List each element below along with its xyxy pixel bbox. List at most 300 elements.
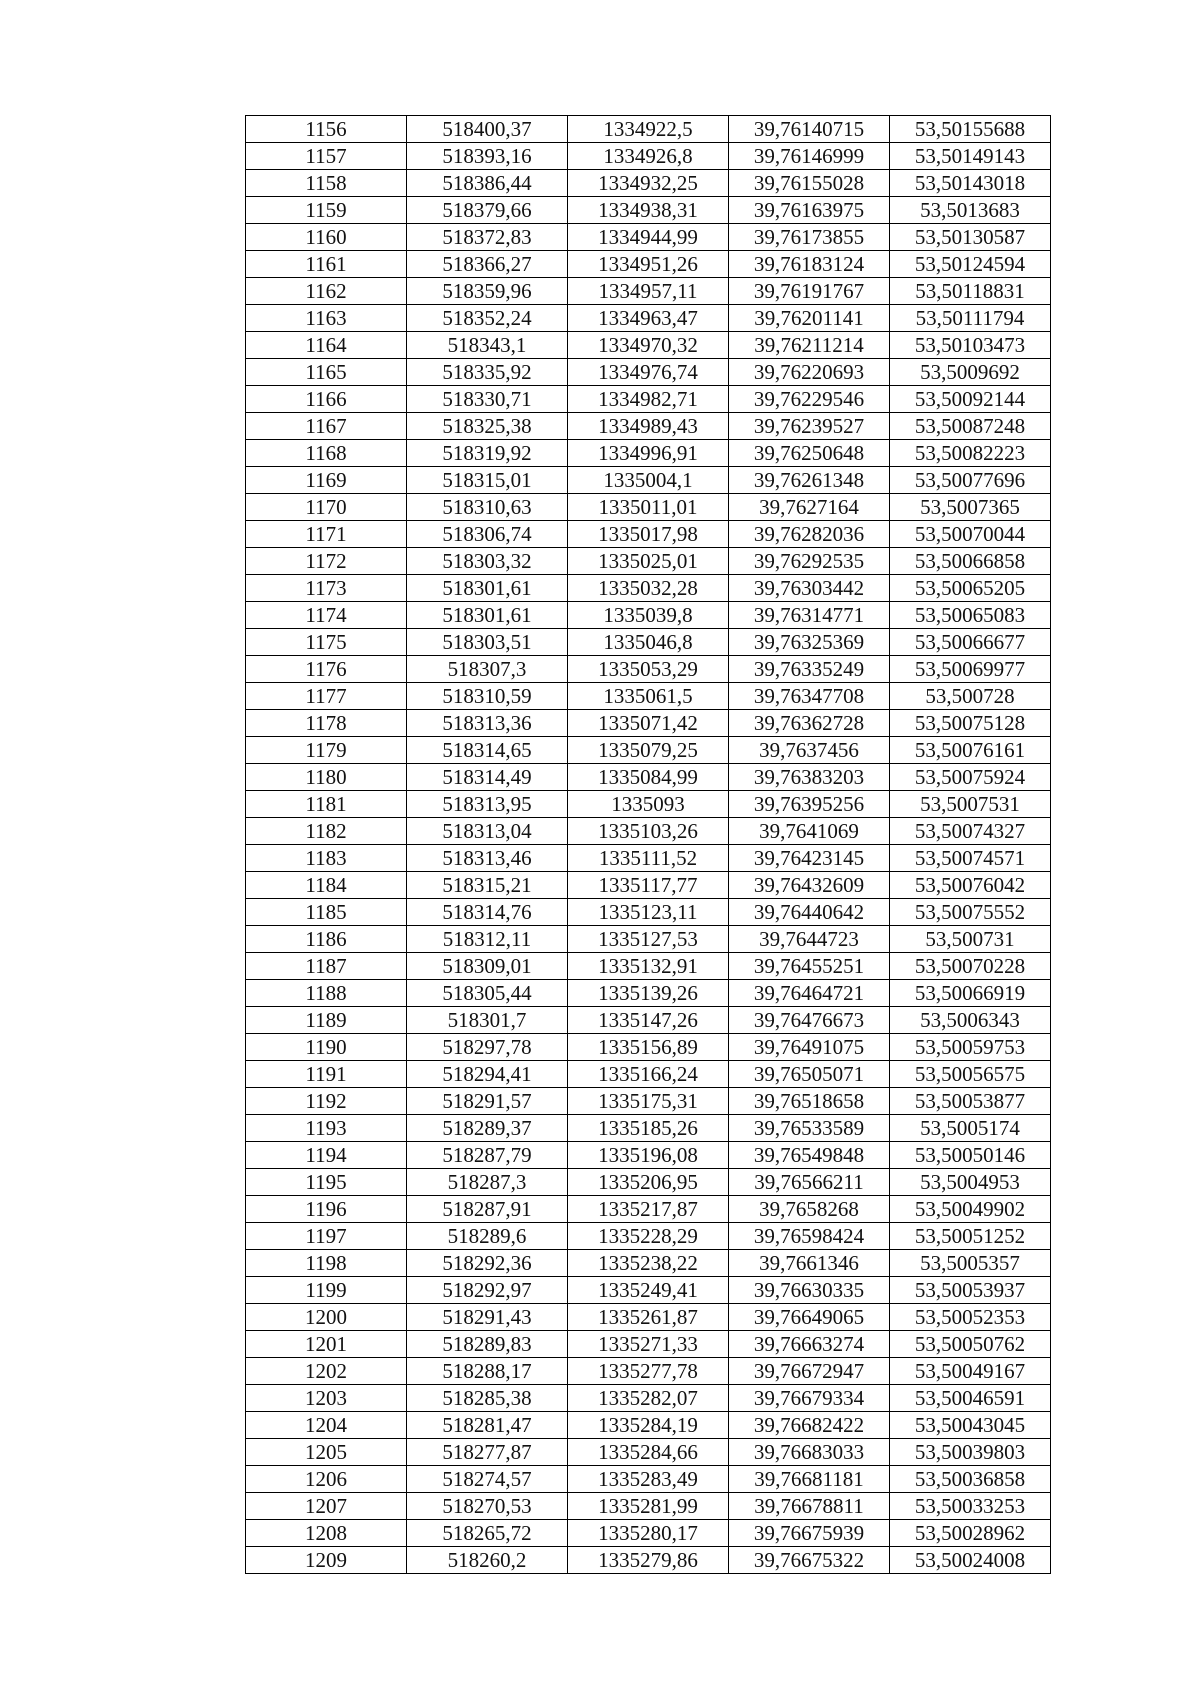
table-row bbox=[246, 1520, 1051, 1547]
longitude-cell: 39,76173855 bbox=[729, 224, 890, 251]
latitude-cell: 53,500731 bbox=[890, 926, 1051, 953]
latitude-cell: 53,5007365 bbox=[890, 494, 1051, 521]
x-coordinate-cell: 518343,1 bbox=[407, 332, 568, 359]
point-number-cell: 1181 bbox=[246, 791, 407, 818]
y-coordinate-cell: 1335228,29 bbox=[568, 1223, 729, 1250]
latitude-cell: 53,50028962 bbox=[890, 1520, 1051, 1547]
y-coordinate-cell: 1335279,86 bbox=[568, 1547, 729, 1574]
table-row bbox=[246, 1088, 1051, 1115]
y-coordinate-cell: 1335039,8 bbox=[568, 602, 729, 629]
y-coordinate-cell: 1335206,95 bbox=[568, 1169, 729, 1196]
table-row bbox=[246, 1061, 1051, 1088]
table-row bbox=[246, 1007, 1051, 1034]
table-row bbox=[246, 683, 1051, 710]
table-row bbox=[246, 764, 1051, 791]
point-number-cell: 1195 bbox=[246, 1169, 407, 1196]
longitude-cell: 39,76630335 bbox=[729, 1277, 890, 1304]
y-coordinate-cell: 1335196,08 bbox=[568, 1142, 729, 1169]
point-number-cell: 1173 bbox=[246, 575, 407, 602]
table-row bbox=[246, 494, 1051, 521]
x-coordinate-cell: 518292,97 bbox=[407, 1277, 568, 1304]
point-number-cell: 1203 bbox=[246, 1385, 407, 1412]
y-coordinate-cell: 1334989,43 bbox=[568, 413, 729, 440]
latitude-cell: 53,50066677 bbox=[890, 629, 1051, 656]
y-coordinate-cell: 1335053,29 bbox=[568, 656, 729, 683]
x-coordinate-cell: 518291,57 bbox=[407, 1088, 568, 1115]
point-number-cell: 1161 bbox=[246, 251, 407, 278]
y-coordinate-cell: 1335139,26 bbox=[568, 980, 729, 1007]
longitude-cell: 39,76292535 bbox=[729, 548, 890, 575]
longitude-cell: 39,76440642 bbox=[729, 899, 890, 926]
x-coordinate-cell: 518314,76 bbox=[407, 899, 568, 926]
x-coordinate-cell: 518306,74 bbox=[407, 521, 568, 548]
point-number-cell: 1190 bbox=[246, 1034, 407, 1061]
x-coordinate-cell: 518301,61 bbox=[407, 602, 568, 629]
x-coordinate-cell: 518287,91 bbox=[407, 1196, 568, 1223]
latitude-cell: 53,50070228 bbox=[890, 953, 1051, 980]
latitude-cell: 53,50050762 bbox=[890, 1331, 1051, 1358]
x-coordinate-cell: 518301,61 bbox=[407, 575, 568, 602]
y-coordinate-cell: 1335071,42 bbox=[568, 710, 729, 737]
x-coordinate-cell: 518352,24 bbox=[407, 305, 568, 332]
latitude-cell: 53,50036858 bbox=[890, 1466, 1051, 1493]
point-number-cell: 1172 bbox=[246, 548, 407, 575]
x-coordinate-cell: 518305,44 bbox=[407, 980, 568, 1007]
point-number-cell: 1202 bbox=[246, 1358, 407, 1385]
x-coordinate-cell: 518314,49 bbox=[407, 764, 568, 791]
point-number-cell: 1177 bbox=[246, 683, 407, 710]
latitude-cell: 53,50039803 bbox=[890, 1439, 1051, 1466]
y-coordinate-cell: 1335238,22 bbox=[568, 1250, 729, 1277]
latitude-cell: 53,5006343 bbox=[890, 1007, 1051, 1034]
point-number-cell: 1165 bbox=[246, 359, 407, 386]
y-coordinate-cell: 1335271,33 bbox=[568, 1331, 729, 1358]
y-coordinate-cell: 1335249,41 bbox=[568, 1277, 729, 1304]
longitude-cell: 39,76395256 bbox=[729, 791, 890, 818]
longitude-cell: 39,76679334 bbox=[729, 1385, 890, 1412]
point-number-cell: 1178 bbox=[246, 710, 407, 737]
latitude-cell: 53,50065205 bbox=[890, 575, 1051, 602]
x-coordinate-cell: 518313,04 bbox=[407, 818, 568, 845]
y-coordinate-cell: 1335147,26 bbox=[568, 1007, 729, 1034]
longitude-cell: 39,76362728 bbox=[729, 710, 890, 737]
longitude-cell: 39,76250648 bbox=[729, 440, 890, 467]
y-coordinate-cell: 1335132,91 bbox=[568, 953, 729, 980]
latitude-cell: 53,50124594 bbox=[890, 251, 1051, 278]
table-row bbox=[246, 1223, 1051, 1250]
point-number-cell: 1204 bbox=[246, 1412, 407, 1439]
y-coordinate-cell: 1335283,49 bbox=[568, 1466, 729, 1493]
longitude-cell: 39,76681181 bbox=[729, 1466, 890, 1493]
table-row bbox=[246, 116, 1051, 143]
x-coordinate-cell: 518315,01 bbox=[407, 467, 568, 494]
table-row bbox=[246, 1304, 1051, 1331]
x-coordinate-cell: 518313,36 bbox=[407, 710, 568, 737]
longitude-cell: 39,76649065 bbox=[729, 1304, 890, 1331]
latitude-cell: 53,50118831 bbox=[890, 278, 1051, 305]
table-row bbox=[246, 737, 1051, 764]
latitude-cell: 53,5005174 bbox=[890, 1115, 1051, 1142]
point-number-cell: 1166 bbox=[246, 386, 407, 413]
y-coordinate-cell: 1335217,87 bbox=[568, 1196, 729, 1223]
y-coordinate-cell: 1335084,99 bbox=[568, 764, 729, 791]
table-row bbox=[246, 845, 1051, 872]
y-coordinate-cell: 1335061,5 bbox=[568, 683, 729, 710]
x-coordinate-cell: 518312,11 bbox=[407, 926, 568, 953]
longitude-cell: 39,76476673 bbox=[729, 1007, 890, 1034]
x-coordinate-cell: 518294,41 bbox=[407, 1061, 568, 1088]
table-row bbox=[246, 1547, 1051, 1574]
point-number-cell: 1184 bbox=[246, 872, 407, 899]
latitude-cell: 53,50046591 bbox=[890, 1385, 1051, 1412]
y-coordinate-cell: 1335277,78 bbox=[568, 1358, 729, 1385]
point-number-cell: 1197 bbox=[246, 1223, 407, 1250]
x-coordinate-cell: 518307,3 bbox=[407, 656, 568, 683]
x-coordinate-cell: 518260,2 bbox=[407, 1547, 568, 1574]
y-coordinate-cell: 1335281,99 bbox=[568, 1493, 729, 1520]
y-coordinate-cell: 1335011,01 bbox=[568, 494, 729, 521]
point-number-cell: 1174 bbox=[246, 602, 407, 629]
latitude-cell: 53,50077696 bbox=[890, 467, 1051, 494]
table-row bbox=[246, 1439, 1051, 1466]
point-number-cell: 1179 bbox=[246, 737, 407, 764]
longitude-cell: 39,76678811 bbox=[729, 1493, 890, 1520]
x-coordinate-cell: 518301,7 bbox=[407, 1007, 568, 1034]
coordinates-table-body bbox=[246, 116, 1051, 1574]
table-row bbox=[246, 413, 1051, 440]
point-number-cell: 1168 bbox=[246, 440, 407, 467]
x-coordinate-cell: 518325,38 bbox=[407, 413, 568, 440]
table-row bbox=[246, 386, 1051, 413]
y-coordinate-cell: 1335123,11 bbox=[568, 899, 729, 926]
table-row bbox=[246, 1385, 1051, 1412]
point-number-cell: 1163 bbox=[246, 305, 407, 332]
longitude-cell: 39,7658268 bbox=[729, 1196, 890, 1223]
table-row bbox=[246, 440, 1051, 467]
y-coordinate-cell: 1335156,89 bbox=[568, 1034, 729, 1061]
longitude-cell: 39,76598424 bbox=[729, 1223, 890, 1250]
x-coordinate-cell: 518297,78 bbox=[407, 1034, 568, 1061]
x-coordinate-cell: 518289,83 bbox=[407, 1331, 568, 1358]
table-row bbox=[246, 1169, 1051, 1196]
table-row bbox=[246, 1493, 1051, 1520]
latitude-cell: 53,50065083 bbox=[890, 602, 1051, 629]
table-row bbox=[246, 980, 1051, 1007]
x-coordinate-cell: 518310,59 bbox=[407, 683, 568, 710]
point-number-cell: 1208 bbox=[246, 1520, 407, 1547]
longitude-cell: 39,7627164 bbox=[729, 494, 890, 521]
table-row bbox=[246, 872, 1051, 899]
y-coordinate-cell: 1335025,01 bbox=[568, 548, 729, 575]
table-row bbox=[246, 251, 1051, 278]
point-number-cell: 1188 bbox=[246, 980, 407, 1007]
x-coordinate-cell: 518289,37 bbox=[407, 1115, 568, 1142]
y-coordinate-cell: 1335046,8 bbox=[568, 629, 729, 656]
longitude-cell: 39,76325369 bbox=[729, 629, 890, 656]
latitude-cell: 53,50075924 bbox=[890, 764, 1051, 791]
point-number-cell: 1209 bbox=[246, 1547, 407, 1574]
latitude-cell: 53,50059753 bbox=[890, 1034, 1051, 1061]
table-row bbox=[246, 575, 1051, 602]
y-coordinate-cell: 1335261,87 bbox=[568, 1304, 729, 1331]
latitude-cell: 53,50050146 bbox=[890, 1142, 1051, 1169]
table-row bbox=[246, 629, 1051, 656]
latitude-cell: 53,50024008 bbox=[890, 1547, 1051, 1574]
table-row bbox=[246, 1358, 1051, 1385]
table-row bbox=[246, 1034, 1051, 1061]
x-coordinate-cell: 518265,72 bbox=[407, 1520, 568, 1547]
table-row bbox=[246, 143, 1051, 170]
table-row bbox=[246, 548, 1051, 575]
longitude-cell: 39,76566211 bbox=[729, 1169, 890, 1196]
table-row bbox=[246, 359, 1051, 386]
longitude-cell: 39,76464721 bbox=[729, 980, 890, 1007]
longitude-cell: 39,76675322 bbox=[729, 1547, 890, 1574]
point-number-cell: 1180 bbox=[246, 764, 407, 791]
point-number-cell: 1207 bbox=[246, 1493, 407, 1520]
x-coordinate-cell: 518315,21 bbox=[407, 872, 568, 899]
point-number-cell: 1187 bbox=[246, 953, 407, 980]
y-coordinate-cell: 1334938,31 bbox=[568, 197, 729, 224]
point-number-cell: 1167 bbox=[246, 413, 407, 440]
longitude-cell: 39,76682422 bbox=[729, 1412, 890, 1439]
x-coordinate-cell: 518393,16 bbox=[407, 143, 568, 170]
table-row bbox=[246, 1331, 1051, 1358]
table-row bbox=[246, 953, 1051, 980]
y-coordinate-cell: 1334970,32 bbox=[568, 332, 729, 359]
latitude-cell: 53,50082223 bbox=[890, 440, 1051, 467]
table-row bbox=[246, 1250, 1051, 1277]
y-coordinate-cell: 1334982,71 bbox=[568, 386, 729, 413]
point-number-cell: 1160 bbox=[246, 224, 407, 251]
latitude-cell: 53,5007531 bbox=[890, 791, 1051, 818]
y-coordinate-cell: 1335111,52 bbox=[568, 845, 729, 872]
point-number-cell: 1193 bbox=[246, 1115, 407, 1142]
longitude-cell: 39,76683033 bbox=[729, 1439, 890, 1466]
point-number-cell: 1183 bbox=[246, 845, 407, 872]
longitude-cell: 39,76335249 bbox=[729, 656, 890, 683]
table-row bbox=[246, 710, 1051, 737]
point-number-cell: 1156 bbox=[246, 116, 407, 143]
x-coordinate-cell: 518310,63 bbox=[407, 494, 568, 521]
table-row bbox=[246, 278, 1051, 305]
latitude-cell: 53,5009692 bbox=[890, 359, 1051, 386]
x-coordinate-cell: 518287,3 bbox=[407, 1169, 568, 1196]
latitude-cell: 53,50087248 bbox=[890, 413, 1051, 440]
latitude-cell: 53,5005357 bbox=[890, 1250, 1051, 1277]
x-coordinate-cell: 518400,37 bbox=[407, 116, 568, 143]
latitude-cell: 53,50070044 bbox=[890, 521, 1051, 548]
coordinates-table bbox=[245, 115, 1051, 1574]
x-coordinate-cell: 518281,47 bbox=[407, 1412, 568, 1439]
point-number-cell: 1196 bbox=[246, 1196, 407, 1223]
x-coordinate-cell: 518309,01 bbox=[407, 953, 568, 980]
point-number-cell: 1206 bbox=[246, 1466, 407, 1493]
latitude-cell: 53,50130587 bbox=[890, 224, 1051, 251]
y-coordinate-cell: 1335282,07 bbox=[568, 1385, 729, 1412]
x-coordinate-cell: 518292,36 bbox=[407, 1250, 568, 1277]
latitude-cell: 53,50075128 bbox=[890, 710, 1051, 737]
y-coordinate-cell: 1335284,66 bbox=[568, 1439, 729, 1466]
point-number-cell: 1189 bbox=[246, 1007, 407, 1034]
y-coordinate-cell: 1335166,24 bbox=[568, 1061, 729, 1088]
y-coordinate-cell: 1335185,26 bbox=[568, 1115, 729, 1142]
longitude-cell: 39,76423145 bbox=[729, 845, 890, 872]
longitude-cell: 39,76663274 bbox=[729, 1331, 890, 1358]
longitude-cell: 39,7644723 bbox=[729, 926, 890, 953]
longitude-cell: 39,76140715 bbox=[729, 116, 890, 143]
latitude-cell: 53,50049902 bbox=[890, 1196, 1051, 1223]
x-coordinate-cell: 518303,51 bbox=[407, 629, 568, 656]
y-coordinate-cell: 1335004,1 bbox=[568, 467, 729, 494]
point-number-cell: 1164 bbox=[246, 332, 407, 359]
latitude-cell: 53,50069977 bbox=[890, 656, 1051, 683]
latitude-cell: 53,50043045 bbox=[890, 1412, 1051, 1439]
longitude-cell: 39,76675939 bbox=[729, 1520, 890, 1547]
table-row bbox=[246, 1466, 1051, 1493]
latitude-cell: 53,50075552 bbox=[890, 899, 1051, 926]
x-coordinate-cell: 518313,95 bbox=[407, 791, 568, 818]
latitude-cell: 53,50053877 bbox=[890, 1088, 1051, 1115]
point-number-cell: 1157 bbox=[246, 143, 407, 170]
y-coordinate-cell: 1334944,99 bbox=[568, 224, 729, 251]
point-number-cell: 1175 bbox=[246, 629, 407, 656]
point-number-cell: 1194 bbox=[246, 1142, 407, 1169]
latitude-cell: 53,50103473 bbox=[890, 332, 1051, 359]
longitude-cell: 39,76432609 bbox=[729, 872, 890, 899]
table-row bbox=[246, 602, 1051, 629]
point-number-cell: 1198 bbox=[246, 1250, 407, 1277]
longitude-cell: 39,76383203 bbox=[729, 764, 890, 791]
x-coordinate-cell: 518379,66 bbox=[407, 197, 568, 224]
point-number-cell: 1200 bbox=[246, 1304, 407, 1331]
longitude-cell: 39,76347708 bbox=[729, 683, 890, 710]
table-row bbox=[246, 656, 1051, 683]
longitude-cell: 39,76672947 bbox=[729, 1358, 890, 1385]
point-number-cell: 1205 bbox=[246, 1439, 407, 1466]
y-coordinate-cell: 1334996,91 bbox=[568, 440, 729, 467]
table-row bbox=[246, 197, 1051, 224]
x-coordinate-cell: 518319,92 bbox=[407, 440, 568, 467]
y-coordinate-cell: 1335280,17 bbox=[568, 1520, 729, 1547]
longitude-cell: 39,76455251 bbox=[729, 953, 890, 980]
table-row bbox=[246, 791, 1051, 818]
longitude-cell: 39,76239527 bbox=[729, 413, 890, 440]
latitude-cell: 53,50149143 bbox=[890, 143, 1051, 170]
point-number-cell: 1191 bbox=[246, 1061, 407, 1088]
longitude-cell: 39,76491075 bbox=[729, 1034, 890, 1061]
table-row bbox=[246, 926, 1051, 953]
latitude-cell: 53,50076161 bbox=[890, 737, 1051, 764]
latitude-cell: 53,50155688 bbox=[890, 116, 1051, 143]
latitude-cell: 53,50049167 bbox=[890, 1358, 1051, 1385]
x-coordinate-cell: 518288,17 bbox=[407, 1358, 568, 1385]
x-coordinate-cell: 518366,27 bbox=[407, 251, 568, 278]
table-row bbox=[246, 1277, 1051, 1304]
y-coordinate-cell: 1335175,31 bbox=[568, 1088, 729, 1115]
x-coordinate-cell: 518270,53 bbox=[407, 1493, 568, 1520]
table-row bbox=[246, 1115, 1051, 1142]
x-coordinate-cell: 518289,6 bbox=[407, 1223, 568, 1250]
y-coordinate-cell: 1335127,53 bbox=[568, 926, 729, 953]
x-coordinate-cell: 518287,79 bbox=[407, 1142, 568, 1169]
table-row bbox=[246, 467, 1051, 494]
longitude-cell: 39,7641069 bbox=[729, 818, 890, 845]
x-coordinate-cell: 518386,44 bbox=[407, 170, 568, 197]
longitude-cell: 39,76533589 bbox=[729, 1115, 890, 1142]
latitude-cell: 53,50052353 bbox=[890, 1304, 1051, 1331]
longitude-cell: 39,76201141 bbox=[729, 305, 890, 332]
longitude-cell: 39,76191767 bbox=[729, 278, 890, 305]
latitude-cell: 53,50033253 bbox=[890, 1493, 1051, 1520]
y-coordinate-cell: 1334957,11 bbox=[568, 278, 729, 305]
longitude-cell: 39,76211214 bbox=[729, 332, 890, 359]
point-number-cell: 1185 bbox=[246, 899, 407, 926]
latitude-cell: 53,50074571 bbox=[890, 845, 1051, 872]
table-row bbox=[246, 332, 1051, 359]
latitude-cell: 53,50111794 bbox=[890, 305, 1051, 332]
x-coordinate-cell: 518285,38 bbox=[407, 1385, 568, 1412]
x-coordinate-cell: 518303,32 bbox=[407, 548, 568, 575]
y-coordinate-cell: 1334932,25 bbox=[568, 170, 729, 197]
table-row bbox=[246, 1196, 1051, 1223]
latitude-cell: 53,50053937 bbox=[890, 1277, 1051, 1304]
y-coordinate-cell: 1334926,8 bbox=[568, 143, 729, 170]
longitude-cell: 39,76549848 bbox=[729, 1142, 890, 1169]
latitude-cell: 53,50076042 bbox=[890, 872, 1051, 899]
latitude-cell: 53,50056575 bbox=[890, 1061, 1051, 1088]
longitude-cell: 39,76146999 bbox=[729, 143, 890, 170]
longitude-cell: 39,76314771 bbox=[729, 602, 890, 629]
longitude-cell: 39,76261348 bbox=[729, 467, 890, 494]
longitude-cell: 39,76282036 bbox=[729, 521, 890, 548]
latitude-cell: 53,50066858 bbox=[890, 548, 1051, 575]
x-coordinate-cell: 518274,57 bbox=[407, 1466, 568, 1493]
latitude-cell: 53,5004953 bbox=[890, 1169, 1051, 1196]
latitude-cell: 53,5013683 bbox=[890, 197, 1051, 224]
table-row bbox=[246, 899, 1051, 926]
longitude-cell: 39,76220693 bbox=[729, 359, 890, 386]
table-row bbox=[246, 521, 1051, 548]
point-number-cell: 1158 bbox=[246, 170, 407, 197]
x-coordinate-cell: 518314,65 bbox=[407, 737, 568, 764]
y-coordinate-cell: 1334976,74 bbox=[568, 359, 729, 386]
y-coordinate-cell: 1335017,98 bbox=[568, 521, 729, 548]
latitude-cell: 53,50066919 bbox=[890, 980, 1051, 1007]
point-number-cell: 1192 bbox=[246, 1088, 407, 1115]
table-row bbox=[246, 1142, 1051, 1169]
point-number-cell: 1171 bbox=[246, 521, 407, 548]
y-coordinate-cell: 1335284,19 bbox=[568, 1412, 729, 1439]
table-row bbox=[246, 170, 1051, 197]
x-coordinate-cell: 518335,92 bbox=[407, 359, 568, 386]
table-row bbox=[246, 818, 1051, 845]
point-number-cell: 1170 bbox=[246, 494, 407, 521]
longitude-cell: 39,7637456 bbox=[729, 737, 890, 764]
y-coordinate-cell: 1334963,47 bbox=[568, 305, 729, 332]
x-coordinate-cell: 518359,96 bbox=[407, 278, 568, 305]
x-coordinate-cell: 518277,87 bbox=[407, 1439, 568, 1466]
y-coordinate-cell: 1335103,26 bbox=[568, 818, 729, 845]
latitude-cell: 53,500728 bbox=[890, 683, 1051, 710]
longitude-cell: 39,76183124 bbox=[729, 251, 890, 278]
longitude-cell: 39,76518658 bbox=[729, 1088, 890, 1115]
y-coordinate-cell: 1335032,28 bbox=[568, 575, 729, 602]
latitude-cell: 53,50092144 bbox=[890, 386, 1051, 413]
point-number-cell: 1182 bbox=[246, 818, 407, 845]
table-row bbox=[246, 305, 1051, 332]
point-number-cell: 1169 bbox=[246, 467, 407, 494]
